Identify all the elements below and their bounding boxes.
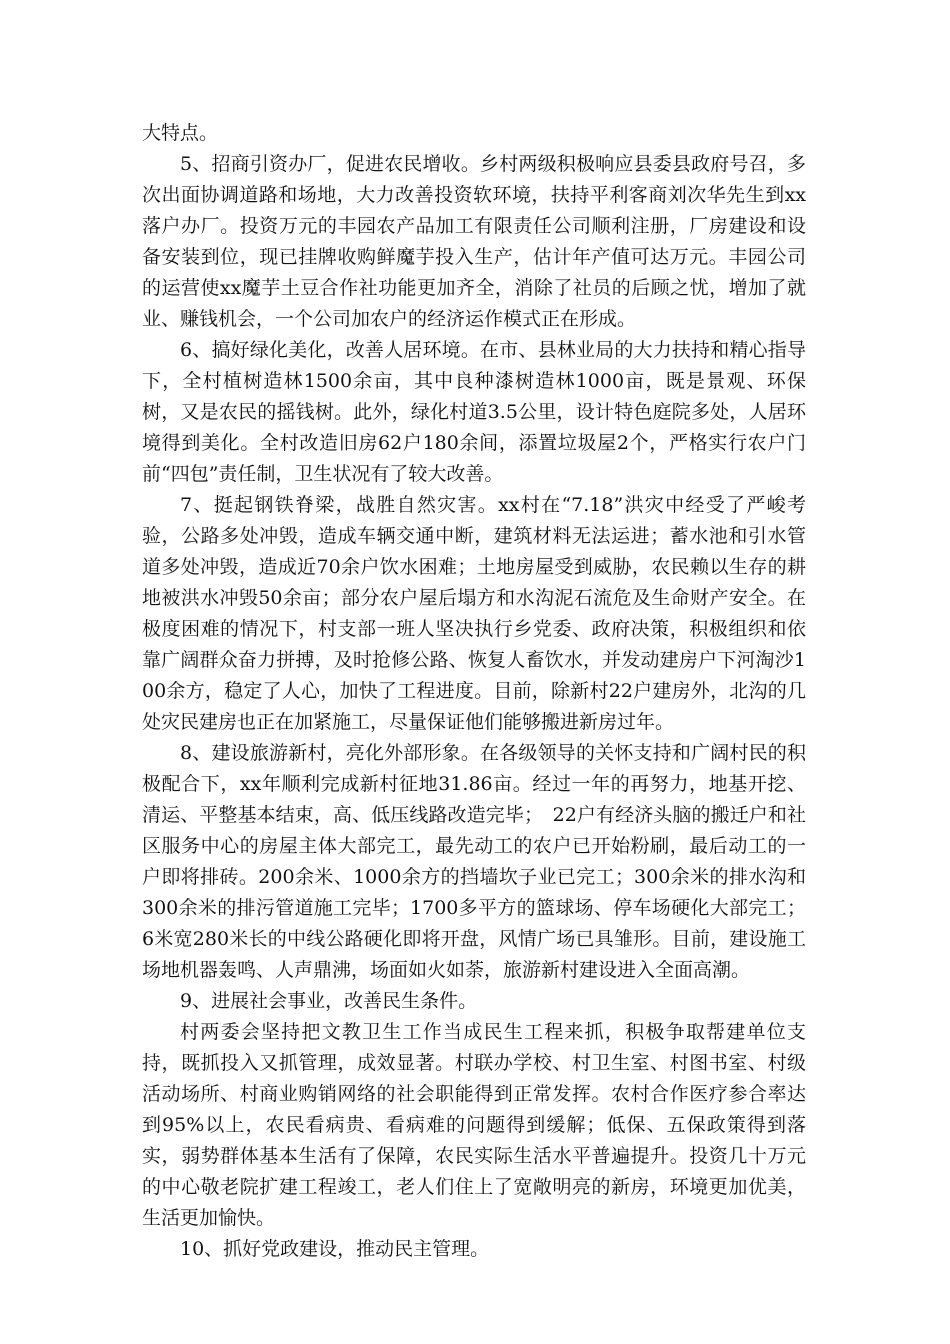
paragraph-item-6: 6、搞好绿化美化，改善人居环境。在市、县林业局的大力扶持和精心指导下，全村植树造林1500余亩，其中良种漆树造林1000亩，既是景观、环保树，又是农民的摇钱树。此外，绿化村道3.5公里，设计特色庭院多处，人居环境得到美化。全村改造旧房62户180余间，添置垃圾屋2个，严格实行农户门前“四包”责任制，卫生状况有了较大改善。 [142,339,806,485]
paragraph-item-5: 5、招商引资办厂，促进农民增收。乡村两级积极响应县委县政府号召，多次出面协调道路和场地，大力改善投资软环境，扶持平利客商刘次华先生到xx落户办厂。投资万元的丰园农产品加工有限责任公司顺利注册，厂房建设和设备安装到位，现已挂牌收购鲜魔芋投入生产，估计年产值可达万元。丰园公司的运营使xx魔芋土豆合作社功能更加齐全，消除了社员的后顾之忧，增加了就业、赚钱机会，一个公司加农户的经济运作模式正在形成。 [142,153,806,330]
paragraph-item-9-heading: 9、进展社会事业，改善民生条件。 [180,990,478,1012]
paragraph-item-7: 7、挺起钢铁脊梁，战胜自然灾害。xx村在“7.18”洪灾中经受了严峻考验，公路多处冲毁，造成车辆交通中断，建筑材料无法运进；蓄水池和引水管道多处冲毁，造成近70余户饮水困难；土地房屋受到威胁，农民赖以生存的耕地被洪水冲毁50余亩；部分农户屋后塌方和水沟泥石流危及生命财产安全。在极度困难的情况下，村支部一班人坚决执行乡党委、政府决策，积极组织和依靠广阔群众奋力拼搏，及时抢修公路、恢复人畜饮水，并发动建房户下河淘沙100余方，稳定了人心，加快了工程进度。目前，除新村22户建房外，北沟的几处灾民建房也正在加紧施工，尽量保证他们能够搬进新房过年。 [142,494,806,733]
paragraph-item-9-body: 村两委会坚持把文教卫生工作当成民生工程来抓，积极争取帮建单位支持，既抓投入又抓管理，成效显著。村联办学校、村卫生室、村图书室、村级活动场所、村商业购销网络的社会职能得到正常发挥。农村合作医疗参合率达到95%以上，农民看病贵、看病难的问题得到缓解；低保、五保政策得到落实，弱势群体基本生活有了保障，农民实际生活水平普遍提升。投资几十万元的中心敬老院扩建工程竣工，老人们住上了宽敞明亮的新房，环境更加优美，生活更加愉快。 [142,1021,806,1229]
paragraph-continuation: 大特点。 [142,122,219,144]
document-body [142,118,806,1265]
paragraph-item-8: 8、建设旅游新村，亮化外部形象。在各级领导的关怀支持和广阔村民的积极配合下，xx年顺利完成新村征地31.86亩。经过一年的再努力，地基开挖、清运、平整基本结束，高、低压线路改造完毕； 22户有经济头脑的搬迁户和社区服务中心的房屋主体大部完工，最先动工的农户已开始粉刷，最后动工的一户即将排砖。200余米、1000余方的挡墙坎子业已完工；300余米的排水沟和300余米的排污管道施工完毕；1700多平方的篮球场、停车场硬化大部完工；6米宽280米长的中线公路硬化即将开盘，风情广场已具雏形。目前，建设施工场地机器轰鸣、人声鼎沸，场面如火如荼，旅游新村建设进入全面高潮。 [142,742,806,981]
paragraph-item-10-heading: 10、抓好党政建设，推动民主管理。 [180,1238,490,1260]
